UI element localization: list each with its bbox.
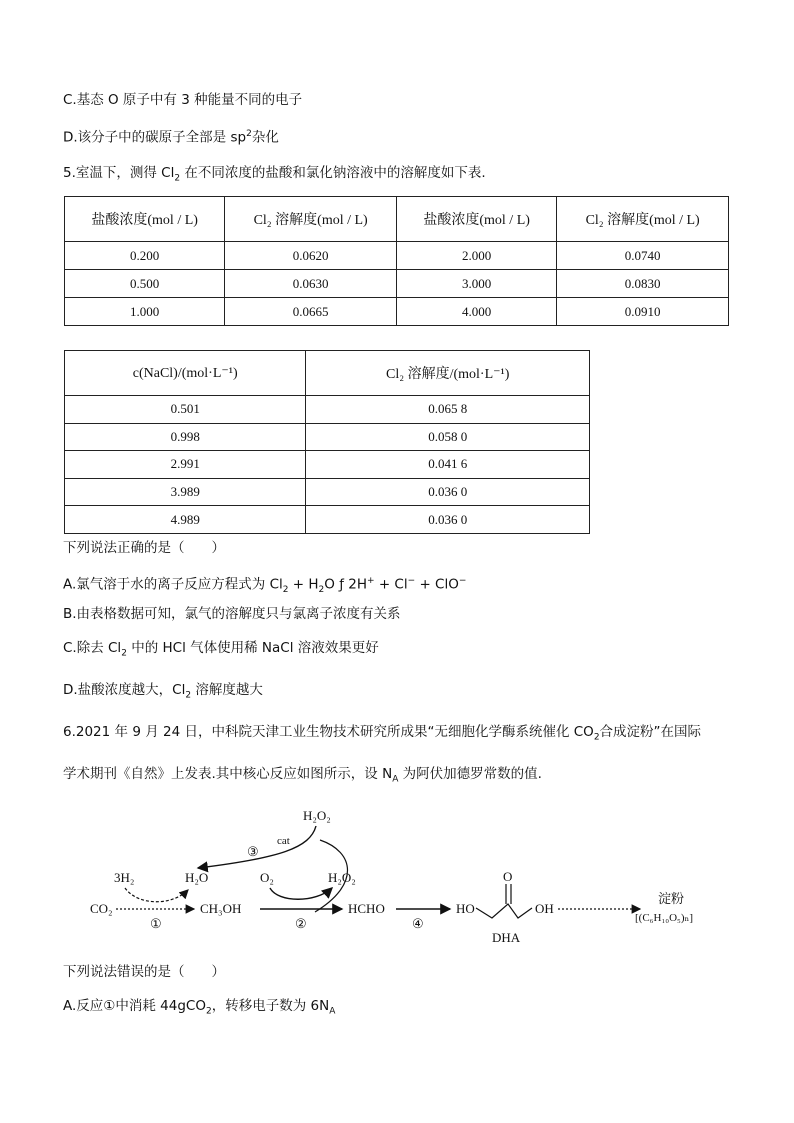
step-3-label: ③	[247, 844, 259, 859]
cat-label: cat	[277, 835, 290, 847]
question-5-option-d: D.盐酸浓度越大，$Cl_2$ 溶解度越大	[63, 682, 263, 701]
table-row	[65, 242, 729, 270]
table-cell: 0.0740	[557, 242, 729, 270]
table-cell: 3.000	[396, 270, 556, 298]
o2-label: O₂	[260, 870, 274, 885]
table-cell: 0.998	[65, 423, 306, 451]
table-cell: 0.0620	[225, 242, 397, 270]
step-2-label: ②	[295, 916, 307, 931]
nacl-solubility-table	[64, 350, 590, 534]
table-cell: 0.065 8	[306, 396, 590, 424]
table-cell: 4.989	[65, 506, 306, 534]
table-cell: 2.991	[65, 451, 306, 479]
table-cell: 0.036 0	[306, 478, 590, 506]
h2o-label: H₂O	[185, 870, 209, 885]
table-cell: 0.058 0	[306, 423, 590, 451]
table-row	[65, 478, 590, 506]
table-cell: 0.041 6	[306, 451, 590, 479]
table-cell: 0.0910	[557, 298, 729, 326]
option-c-previous: C.基态 O 原子中有 3 种能量不同的电子	[63, 92, 303, 108]
dha-ho-label: HO	[456, 901, 475, 916]
table-row	[65, 423, 590, 451]
table-row	[65, 396, 590, 424]
hcl-solubility-table	[64, 196, 729, 326]
table-row	[65, 506, 590, 534]
three-h2-label: 3H₂	[114, 870, 135, 885]
question-5-prompt: 下列说法正确的是（ ）	[63, 540, 225, 556]
table1-header: Cl₂ 溶解度(mol / L)	[557, 197, 729, 242]
table-cell: 0.036 0	[306, 506, 590, 534]
table-cell: 0.501	[65, 396, 306, 424]
table-cell: 1.000	[65, 298, 225, 326]
question-6-stem-line2: 学术期刊《自然》上发表.其中核心反应如图所示，设 $N_A$ 为阿伏加德罗常数的值.	[63, 766, 542, 785]
arrow-o2-to-h2o2	[270, 888, 332, 899]
table1-header: Cl₂ 溶解度(mol / L)	[225, 197, 397, 242]
dha-oh-label: OH	[535, 901, 554, 916]
reaction-diagram	[80, 800, 730, 950]
dha-label: DHA	[492, 930, 521, 945]
dha-skeleton	[476, 904, 532, 918]
option-d-previous: D.该分子中的碳原子全部是 $sp^2$杂化	[63, 129, 279, 146]
h2o2-top-label: H₂O₂	[303, 808, 331, 823]
question-6-prompt: 下列说法错误的是（ ）	[63, 964, 225, 980]
table-row	[65, 451, 590, 479]
table-cell: 0.0630	[225, 270, 397, 298]
table-cell: 0.200	[65, 242, 225, 270]
question-5-option-a: A.氯气溶于水的离子反应方程式为 $Cl_2 + H_2O$ ƒ 2H+ + Cl− + ClO−	[63, 576, 467, 596]
h2o2-right-label: H₂O₂	[328, 870, 356, 885]
dha-oxygen-label: O	[503, 869, 513, 884]
table1-header: 盐酸浓度(mol / L)	[65, 197, 225, 242]
question-5-stem: 5.室温下，测得 $Cl_2$ 在不同浓度的盐酸和氯化钠溶液中的溶解度如下表.	[63, 165, 486, 184]
table-cell: 0.0665	[225, 298, 397, 326]
table-cell: 4.000	[396, 298, 556, 326]
table-cell: 0.0830	[557, 270, 729, 298]
table-cell: 0.500	[65, 270, 225, 298]
table-row	[65, 298, 729, 326]
table2-header: Cl₂ 溶解度/(mol·L⁻¹)	[306, 351, 590, 396]
table2-header: c(NaCl)/(mol·L⁻¹)	[65, 351, 306, 396]
question-5-option-c: C.除去 $Cl_2$ 中的 HCl 气体使用稀 NaCl 溶液效果更好	[63, 640, 379, 659]
question-6-option-a: A.反应①中消耗 44gCO$_2$，转移电子数为 $6N_A$	[63, 998, 336, 1017]
ch3oh-label: CH₃OH	[200, 901, 242, 916]
table-row	[65, 270, 729, 298]
step-1-label: ①	[150, 916, 162, 931]
arrow-h2-to-h2o	[125, 888, 188, 902]
hcho-label: HCHO	[348, 901, 385, 916]
table-cell: 3.989	[65, 478, 306, 506]
co2-label: CO₂	[90, 901, 113, 916]
starch-label: 淀粉	[658, 892, 685, 907]
step-4-label: ④	[412, 916, 424, 931]
table1-header: 盐酸浓度(mol / L)	[396, 197, 556, 242]
table-cell: 2.000	[396, 242, 556, 270]
starch-formula: [(C₆H₁₀O₅)ₙ]	[635, 912, 693, 924]
question-6-stem-line1: 6.2021 年 9 月 24 日，中科院天津工业生物技术研究所成果“无细胞化学酶系统催化 $CO_2$合成淀粉”在国际	[63, 724, 702, 743]
question-5-option-b: B.由表格数据可知，氯气的溶解度只与氯离子浓度有关系	[63, 606, 401, 622]
